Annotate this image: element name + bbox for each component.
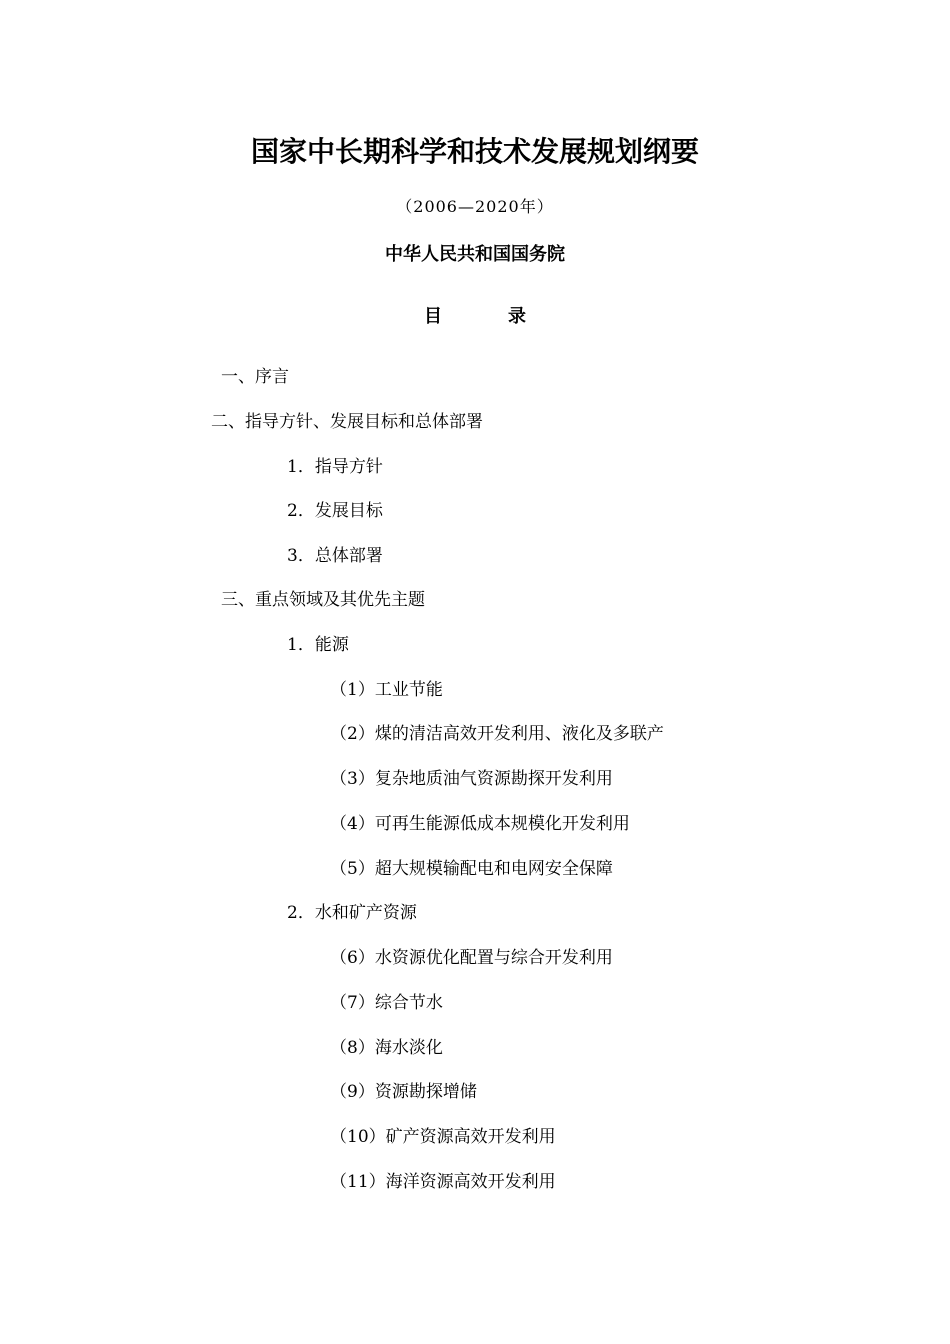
toc-item: （7）综合节水 xyxy=(330,993,443,1013)
toc-item: （5）超大规模输配电和电网安全保障 xyxy=(330,859,613,879)
toc-item: （1）工业节能 xyxy=(330,680,443,700)
toc-item: 一、序言 xyxy=(221,367,289,387)
toc-item: 3．总体部署 xyxy=(287,546,383,566)
toc-item: 二、指导方针、发展目标和总体部署 xyxy=(211,412,483,432)
toc-item: （2）煤的清洁高效开发利用、液化及多联产 xyxy=(330,724,664,744)
toc-item: （8）海水淡化 xyxy=(330,1038,443,1058)
toc-item: 1．指导方针 xyxy=(287,457,383,477)
toc-item: 三、重点领域及其优先主题 xyxy=(221,590,425,610)
document-issuer: 中华人民共和国国务院 xyxy=(385,244,565,265)
toc-item: （3）复杂地质油气资源勘探开发利用 xyxy=(330,769,613,789)
toc-heading-char-2: 录 xyxy=(508,306,526,327)
document-years: （2006—2020年） xyxy=(396,197,554,216)
toc-item: （6）水资源优化配置与综合开发利用 xyxy=(330,948,613,968)
toc-item: （10）矿产资源高效开发利用 xyxy=(330,1127,556,1147)
toc-item: （9）资源勘探增储 xyxy=(330,1082,477,1102)
toc-item: 2．发展目标 xyxy=(287,501,383,521)
toc-item: （4）可再生能源低成本规模化开发利用 xyxy=(330,814,630,834)
toc-item: 2．水和矿产资源 xyxy=(287,903,417,923)
toc-heading-char-1: 目 xyxy=(424,306,442,327)
toc-item: （11）海洋资源高效开发利用 xyxy=(330,1172,556,1192)
toc-item: 1．能源 xyxy=(287,635,349,655)
document-title: 国家中长期科学和技术发展规划纲要 xyxy=(250,135,699,168)
